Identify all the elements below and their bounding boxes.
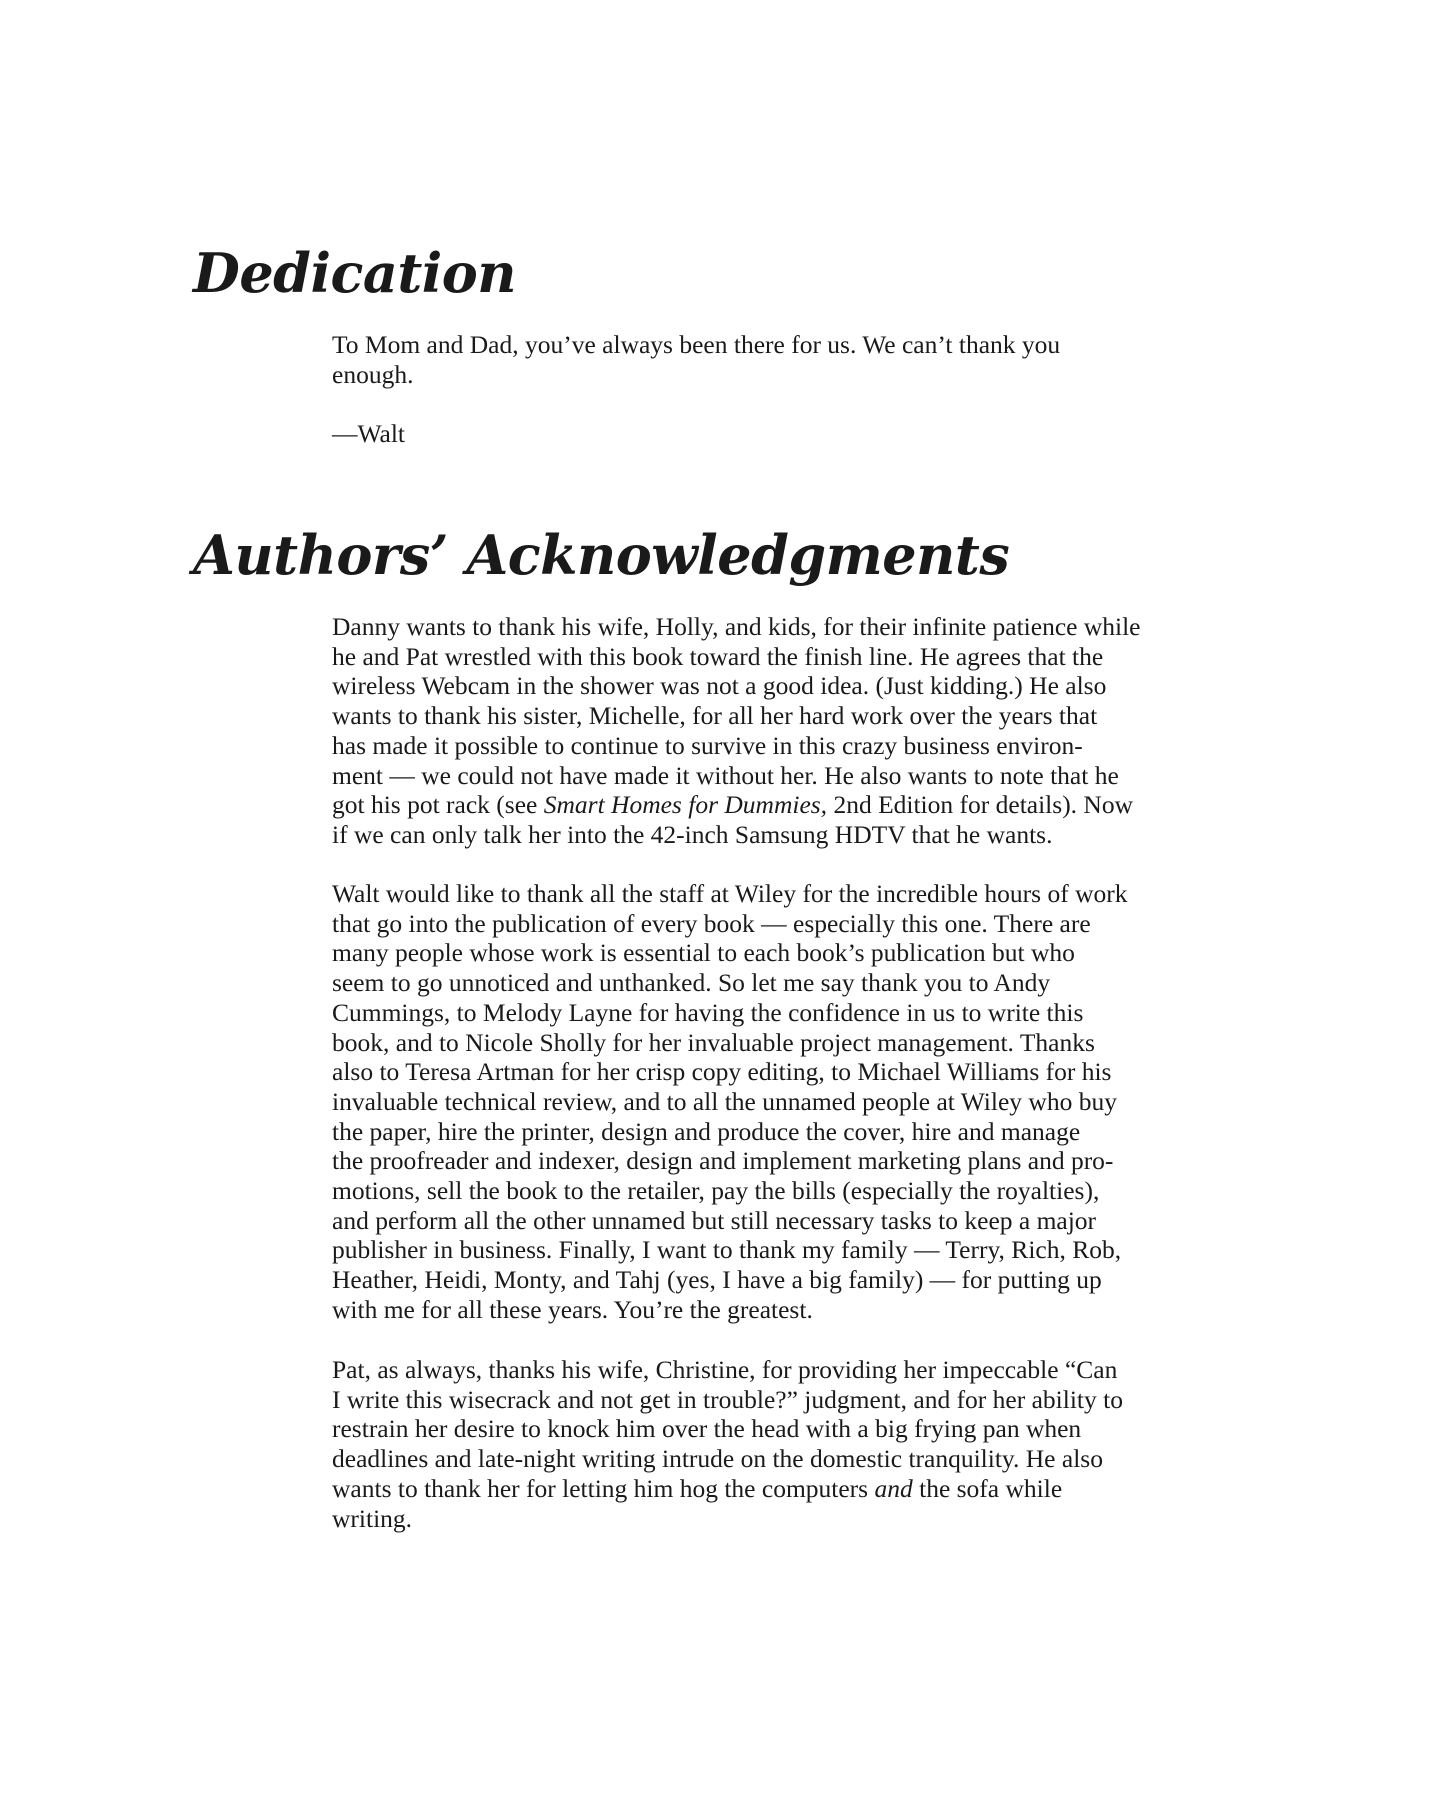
line-text: the sofa while xyxy=(912,1473,1063,1503)
paragraph-line: with me for all these years. You’re the greatest. xyxy=(332,1294,813,1324)
paragraph-line: and perform all the other unnamed but still necessary tasks to keep a major xyxy=(332,1205,1097,1235)
paragraph-line: has made it possible to continue to survive in this crazy business environ- xyxy=(332,730,1083,760)
paragraph-line: seem to go unnoticed and unthanked. So let me say thank you to Andy xyxy=(332,968,1051,998)
emphasis-text: and xyxy=(874,1473,913,1503)
line-text: wants to thank her for letting him hog the computers xyxy=(332,1473,875,1503)
paragraph-line: the proofreader and indexer, design and implement marketing plans and pro- xyxy=(332,1146,1114,1176)
paragraph-line: writing. xyxy=(332,1503,413,1533)
dedication-line: To Mom and Dad, you’ve always been there for us. We can’t thank you xyxy=(332,330,1061,359)
paragraph-line: ment — we could not have made it without her. He also wants to note that he xyxy=(332,760,1119,790)
paragraph-line: book, and to Nicole Sholly for her invaluable project management. Thanks xyxy=(332,1027,1095,1057)
line-text: 2nd Edition for details). Now xyxy=(827,790,1134,820)
dedication-line: enough. xyxy=(332,359,414,389)
acknowledgments-paragraph-3 xyxy=(332,1355,1252,1533)
paragraph-line: wireless Webcam in the shower was not a good idea. (Just kidding.) He also xyxy=(332,671,1107,701)
paragraph-line: if we can only talk her into the 42-inch Samsung HDTV that he wants. xyxy=(332,819,1053,849)
paragraph-line xyxy=(332,790,1252,820)
dedication-text xyxy=(332,330,1252,389)
paragraph-line: many people whose work is essential to each book’s publication but who xyxy=(332,938,1075,968)
paragraph-line: Heather, Heidi, Monty, and Tahj (yes, I have a big family) — for putting up xyxy=(332,1265,1102,1295)
paragraph-line: I write this wisecrack and not get in trouble?” judgment, and for her ability to xyxy=(332,1384,1123,1414)
paragraph-line: that go into the publication of every book — especially this one. There are xyxy=(332,908,1091,938)
signature-text: —Walt xyxy=(332,419,406,448)
paragraph-line: the paper, hire the printer, design and produce the cover, hire and manage xyxy=(332,1116,1081,1146)
paragraph-line: Walt would like to thank all the staff at Wiley for the incredible hours of work xyxy=(332,879,1128,908)
acknowledgments-paragraph-2 xyxy=(332,879,1252,1325)
acknowledgments-heading: Authors’ Acknowledgments xyxy=(193,523,1010,587)
paragraph-line: also to Teresa Artman for her crisp copy editing, to Michael Williams for his xyxy=(332,1057,1112,1087)
paragraph-line: deadlines and late-night writing intrude on the domestic tranquility. He also xyxy=(332,1444,1103,1474)
acknowledgments-paragraph-1 xyxy=(332,612,1252,850)
paragraph-line: wants to thank his sister, Michelle, for all her hard work over the years that xyxy=(332,701,1098,731)
dedication-heading: Dedication xyxy=(193,241,517,305)
paragraph-line: publisher in business. Finally, I want to thank my family — Terry, Rich, Rob, xyxy=(332,1235,1122,1265)
paragraph-line: Cummings, to Melody Layne for having the confidence in us to write this xyxy=(332,997,1084,1027)
book-title: Smart Homes for Dummies, xyxy=(543,790,828,820)
paragraph-line: Pat, as always, thanks his wife, Christine, for providing her impeccable “Can xyxy=(332,1355,1118,1384)
paragraph-line xyxy=(332,1474,1252,1504)
line-text: got his pot rack (see xyxy=(332,790,544,820)
paragraph-line: restrain her desire to knock him over the head with a big frying pan when xyxy=(332,1414,1082,1444)
paragraph-line: he and Pat wrestled with this book toward the finish line. He agrees that the xyxy=(332,641,1104,671)
paragraph-line: Danny wants to thank his wife, Holly, and kids, for their infinite patience while xyxy=(332,612,1141,641)
paragraph-line: invaluable technical review, and to all the unnamed people at Wiley who buy xyxy=(332,1086,1117,1116)
dedication-signature xyxy=(332,419,1252,449)
paragraph-line: motions, sell the book to the retailer, pay the bills (especially the royalties), xyxy=(332,1176,1100,1206)
